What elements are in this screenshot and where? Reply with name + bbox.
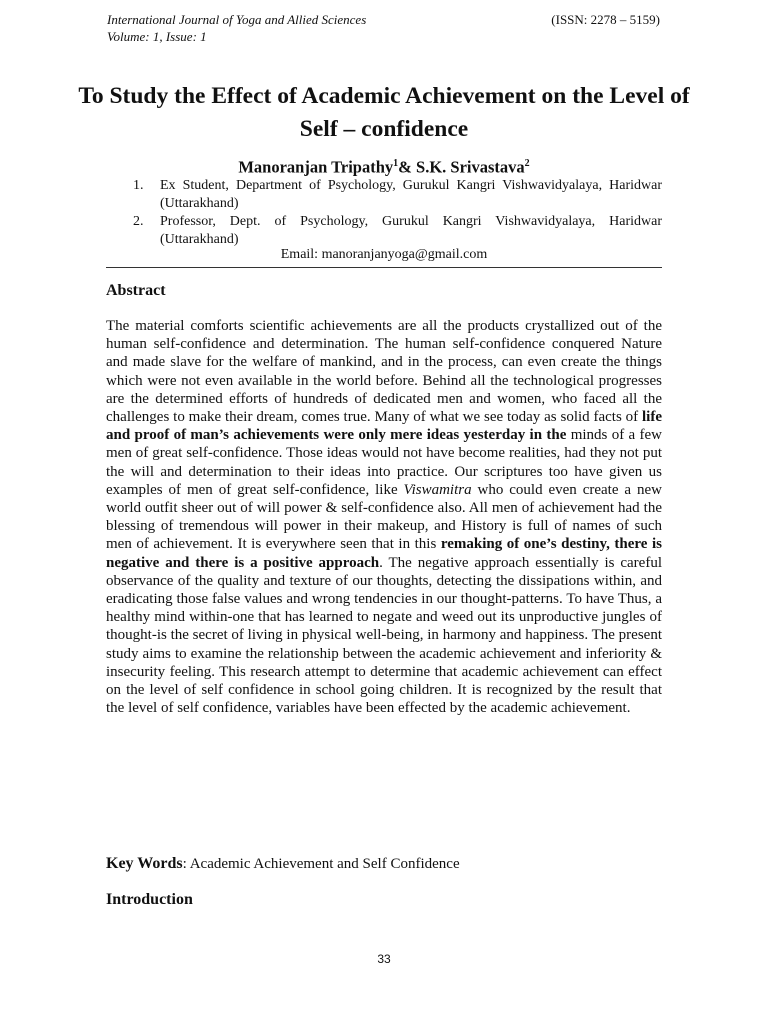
author-2: S.K. Srivastava xyxy=(416,157,525,177)
affiliation-text: Ex Student, Department of Psychology, Gurukul Kangri Vishwavidyalaya, Haridwar (Uttarakhand) xyxy=(160,178,662,211)
abstract-segment: who could even create a new world outfit sheer out of will power & self-confidence also. All men of achievement had the blessing of tremendous will power in their makeup, and History is full of names of such men of achievement. It is everywhere seen that in this xyxy=(106,481,662,553)
abstract-segment: minds of a few men of great self-confidence. Those ideas would not have become realities, had they not put the will and determination to their ideas into practice. Our scriptures too have given us examples of men of great self-confidence, like xyxy=(106,427,662,498)
affiliation-number: 1. xyxy=(133,178,144,193)
page-number: 33 xyxy=(377,952,391,966)
keywords-text: : Academic Achievement and Self Confidence xyxy=(182,856,460,872)
author-line xyxy=(0,154,768,178)
author-2-affil-marker: 2 xyxy=(524,158,530,169)
affiliation-number: 2. xyxy=(133,214,144,229)
affiliation-item xyxy=(106,177,662,213)
header-divider xyxy=(106,267,662,268)
abstract-segment: The material comforts scientific achievements are all the products crystallized out of the human self-confidence and determination. The human self-confidence conquered Nature and made slave for the welfare of mankind, and in the process, can even create the things which were not even available in the world before. Behind all the technological progresses are the determined efforts of hundreds of dedicated men and women, who faced all the challenges to make their dream, comes true. Many of what we see today as solid facts of xyxy=(106,318,662,426)
affiliation-text: Professor, Dept. of Psychology, Gurukul Kangri Vishwavidyalaya, Haridwar (Uttarakhand) xyxy=(160,214,662,247)
running-header xyxy=(107,11,366,45)
author-1: Manoranjan Tripathy xyxy=(238,157,394,177)
abstract-bold-phrase: remaking of one’s destiny, there is negative and there is a positive approach xyxy=(106,536,662,571)
abstract-text xyxy=(106,317,662,717)
abstract-segment: . The negative approach essentially is careful observance of the quality and texture of our thoughts, detecting the dissipations within, and eradicating those false values and wrong tendencies in our thought-patterns. To have Thus, a healthy mind within-one that has learned to negate and weed out its unproductive jungles of thought-is the secret of living in physical well-being, in harmony and happiness. The present study aims to examine the relationship between the academic achievement and inferiority & insecurity feeling. This research attempt to determine that academic achievement can effect on the level of self confidence in school going children. It is recognized by the result that the level of self confidence, variables have been effected by the academic achievement. xyxy=(106,554,662,717)
abstract-bold-phrase: life and proof of man’s achievements were only mere ideas yesterday in the xyxy=(106,409,662,444)
abstract-heading: Abstract xyxy=(106,282,166,299)
affiliation-list xyxy=(106,177,662,249)
author-separator: & xyxy=(398,157,417,177)
paper-title: To Study the Effect of Academic Achievement on the Level of Self – confidence xyxy=(78,83,690,142)
issn: (ISSN: 2278 – 5159) xyxy=(551,12,660,27)
contact-email: Email: manoranjanyoga@gmail.com xyxy=(280,247,488,262)
affiliation-item xyxy=(106,213,662,249)
abstract-italic-name: Viswamitra xyxy=(403,481,472,498)
keywords-label: Key Words xyxy=(106,855,183,872)
author-1-affil-marker: 1 xyxy=(393,158,399,169)
introduction-heading: Introduction xyxy=(106,891,193,908)
keywords xyxy=(106,855,662,873)
journal-name: International Journal of Yoga and Allied Sciences xyxy=(107,12,367,27)
volume-issue: Volume: 1, Issue: 1 xyxy=(107,29,207,44)
